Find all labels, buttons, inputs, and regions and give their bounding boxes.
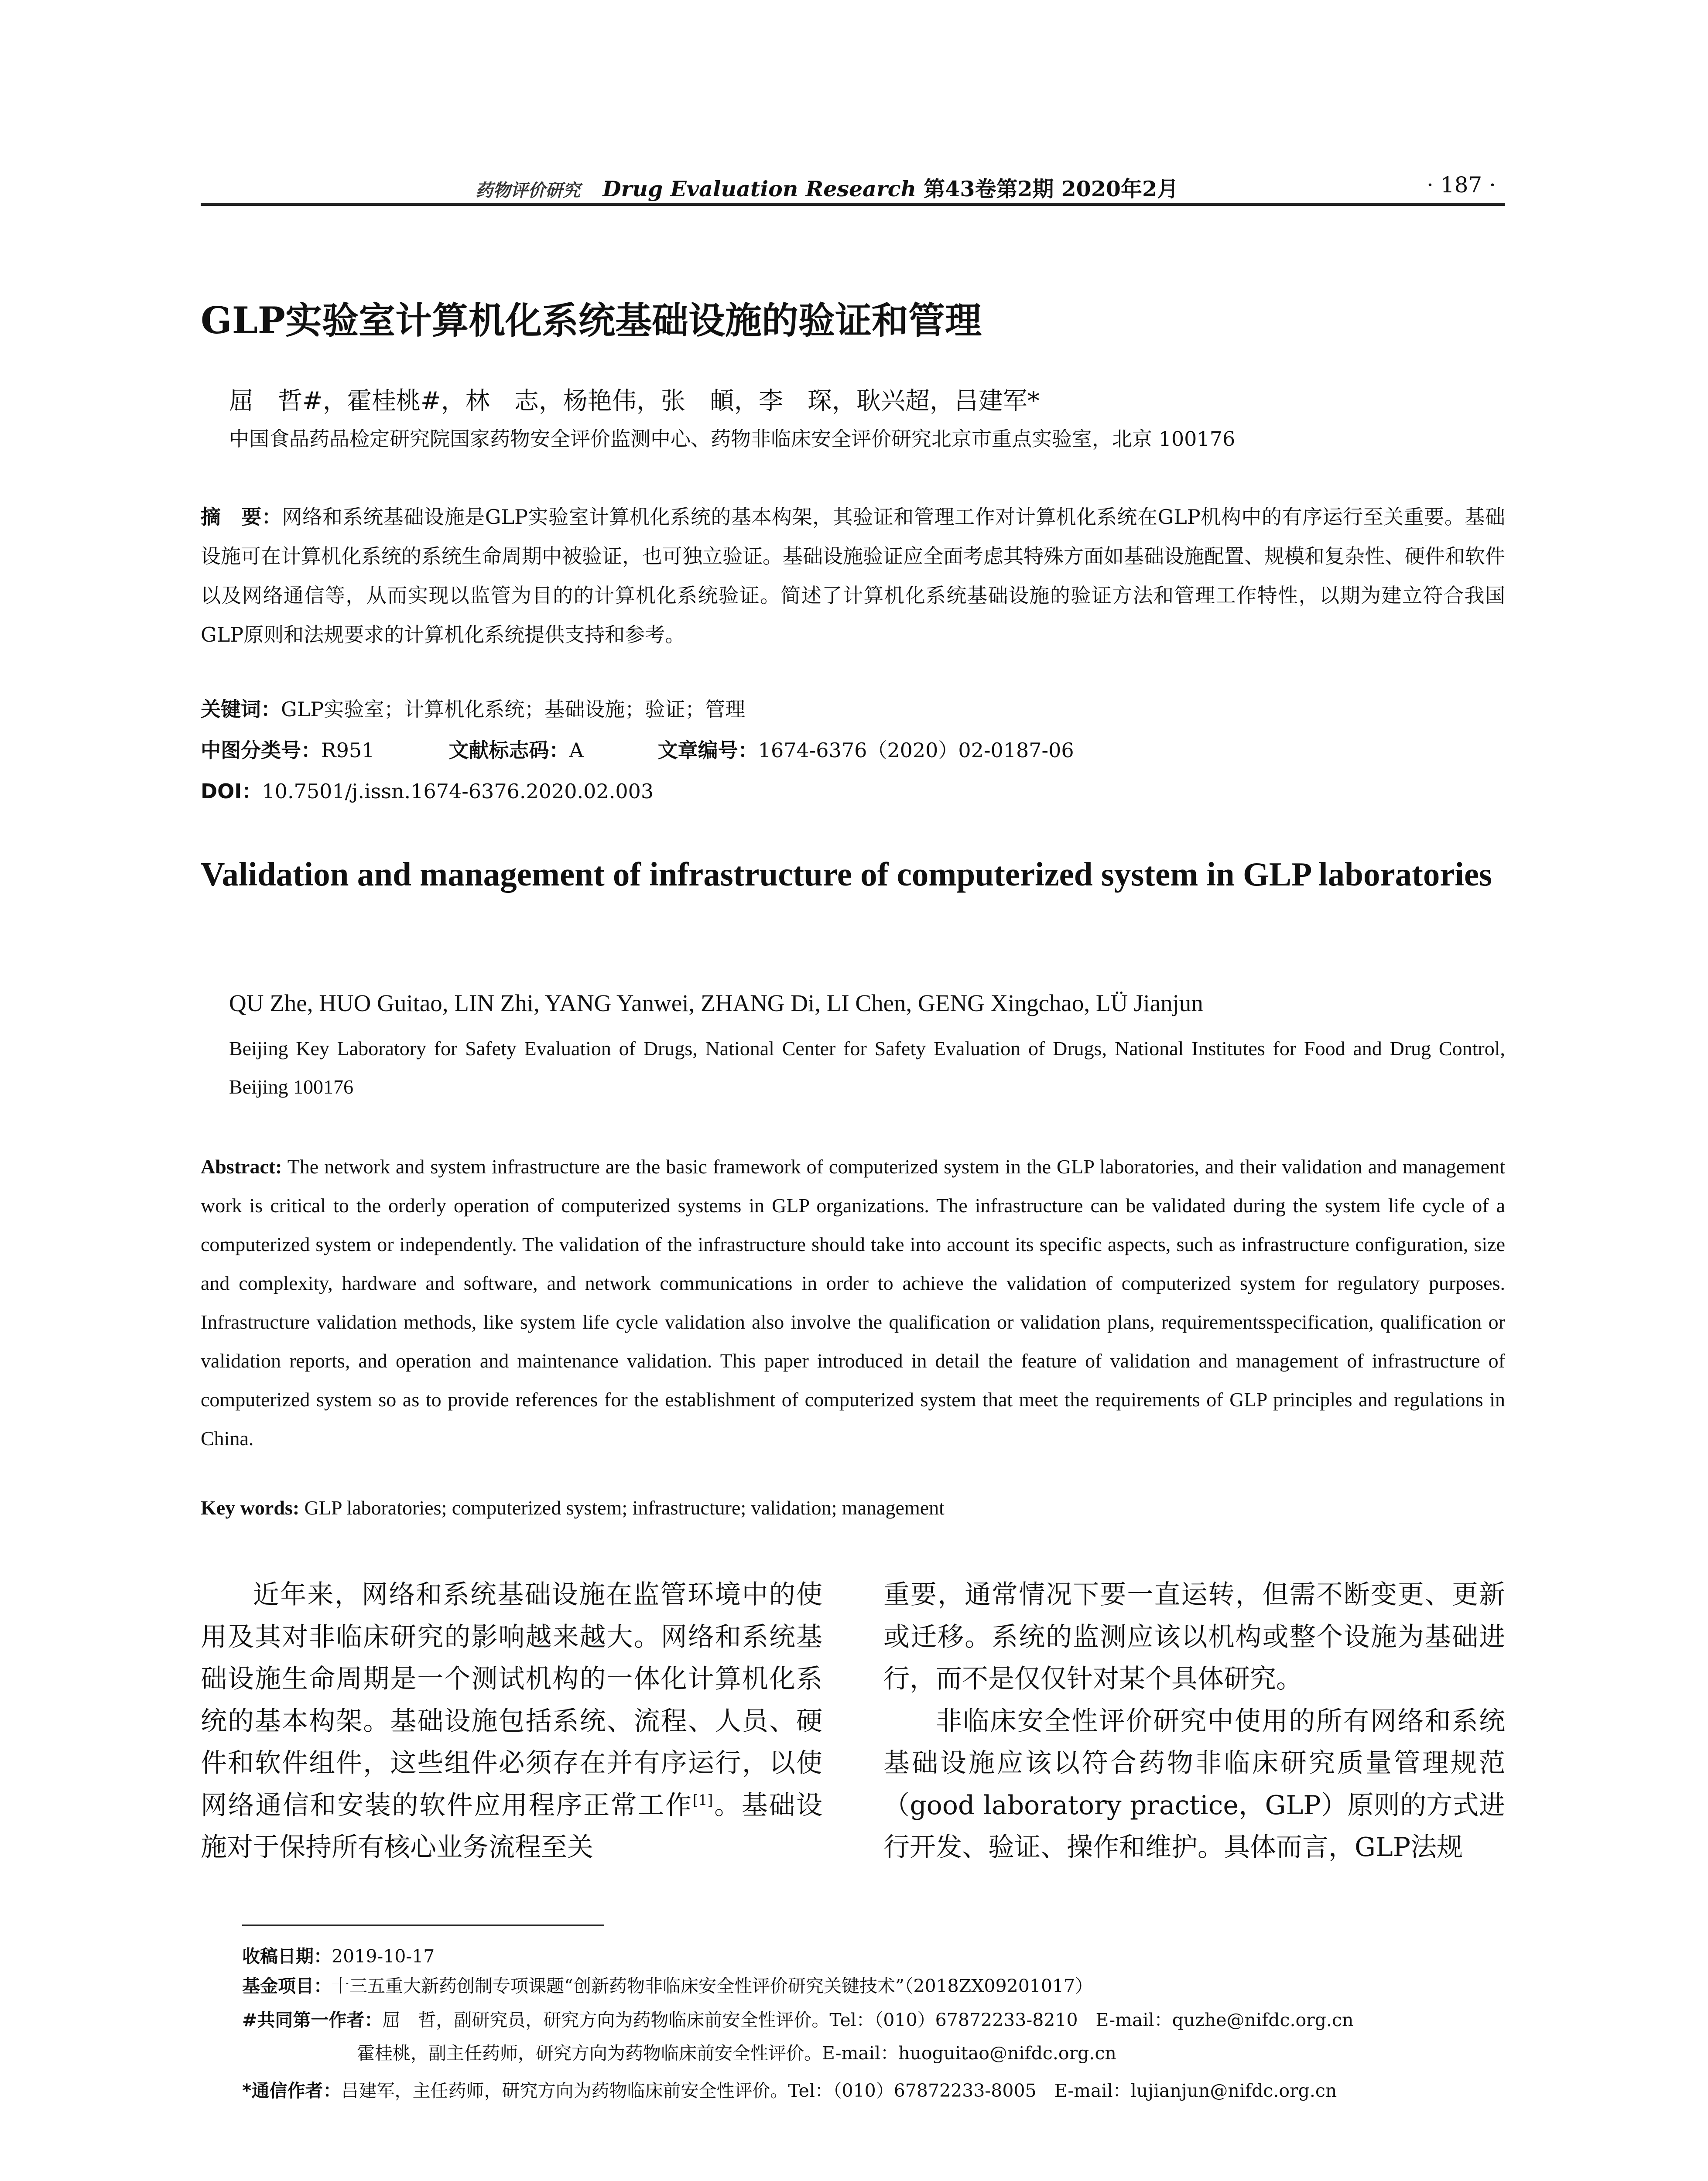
doc-code-label: 文献标志码： [448, 738, 569, 762]
body-text: 。基础设施对于保持所有核心业务流程至关 [201, 1790, 823, 1863]
footnote-first-authors-cont: 霍桂桃，副主任药师，研究方向为药物临床前安全性评价。E-mail：huoguitao@nifdc.org.cn [357, 2043, 1116, 2064]
footnote-received [242, 1942, 435, 1968]
body-paragraph: 重要，通常情况下要一直运转，但需不断变更、更新或迁移。系统的监测应该以机构或整个设施为基础进行，而不是仅仅针对某个具体研究。 [883, 1579, 1505, 1694]
footnote-value: 十三五重大新药创制专项课题“创新药物非临床安全性评价研究关键技术”（2018ZX09201017） [332, 1976, 1093, 1996]
clc-label: 中图分类号： [201, 738, 321, 762]
footnote-first-authors [242, 2006, 1353, 2031]
keywords-en [201, 1496, 945, 1519]
keywords-cn [201, 694, 745, 722]
footnote-fund [242, 1972, 1093, 1997]
footnote-label: #共同第一作者： [242, 2010, 383, 2031]
body-paragraph [201, 1574, 822, 1869]
footnote-label: *通信作者： [242, 2080, 341, 2101]
citation-ref[interactable]: [1] [692, 1791, 713, 1808]
journal-name-en: Drug Evaluation Research [602, 176, 917, 202]
abstract-en [201, 1147, 1505, 1458]
doc-code-value: A [569, 738, 584, 762]
body-paragraph: 非临床安全性评价研究中使用的所有网络和系统基础设施应该以符合药物非临床研究质量管理规范（good laboratory practice，GLP）原则的方式进行开发、验证、操作和维护。具体而言，GLP法规 [883, 1706, 1505, 1863]
doi-value: 10.7501/j.issn.1674-6376.2020.02.003 [262, 779, 654, 803]
title-en: Validation and management of infrastructure of computerized system in GLP laboratories [201, 855, 1492, 893]
doi-label: DOI： [201, 779, 262, 803]
clc-value: R951 [321, 738, 375, 762]
body-text: 近年来，网络和系统基础设施在监管环境中的使用及其对非临床研究的影响越来越大。网络和系统基础设施生命周期是一个测试机构的一体化计算机化系统的基本构架。基础设施包括系统、流程、人员、硬件和软件组件，这些组件必须存在并有序运行，以使网络通信和安装的软件应用程序正常工作 [201, 1579, 822, 1821]
abstract-cn-text: 网络和系统基础设施是GLP实验室计算机化系统的基本构架，其验证和管理工作对计算机化系统在GLP机构中的有序运行至关重要。基础设施可在计算机化系统的系统生命周期中被验证，也可独立验证。基础设施验证应全面考虑其特殊方面如基础设施配置、规模和复杂性、硬件和软件以及网络通信等，从而实现以监管为目的的计算机化系统验证。简述了计算机化系统基础设施的验证方法和管理工作特性，以期为建立符合我国GLP原则和法规要求的计算机化系统提供支持和参考。 [201, 505, 1505, 646]
affiliation-en: Beijing Key Laboratory for Safety Evaluation of Drugs, National Center for Safety Evaluation of Drugs, National Institutes for Food and Drug Control, Beijing 100176 [229, 1037, 1505, 1098]
running-header [476, 172, 1348, 203]
abstract-en-text: The network and system infrastructure are the basic framework of computerized system in the GLP laboratories, and their validation and management work is critical to the orderly operation of computerized systems in GLP organizations. The infrastructure can be validated during the system life cycle of a computerized system or independently. The validation of the infrastructure should take into account its specific aspects, such as infrastructure configuration, size and complexity, hardware and software, and network communications in order to achieve the validation of computerized system for regulatory purposes. Infrastructure validation methods, like system life cycle validation also involve the qualification or validation plans, requirementsspecification, qualification or validation reports, and operation and maintenance validation. This paper introduced in detail the feature of validation and management of infrastructure of computerized system so as to provide references for the establishment of computerized system that meet the requirements of GLP principles and regulations in China. [201, 1155, 1505, 1449]
page-number: · 187 · [1427, 172, 1496, 198]
footnote-label: 基金项目： [242, 1976, 332, 1996]
keywords-cn-text: GLP实验室；计算机化系统；基础设施；验证；管理 [281, 697, 746, 721]
keywords-cn-label: 关键词： [201, 697, 281, 721]
footnote-value: 2019-10-17 [332, 1946, 435, 1967]
footnote-rule [242, 1925, 604, 1926]
keywords-en-label: Key words: [201, 1497, 300, 1519]
footnote-label: 收稿日期： [242, 1946, 332, 1967]
footnote-value: 屈 哲，副研究员，研究方向为药物临床前安全性评价。Tel：（010）67872233-8210 E-mail：quzhe@nifdc.org.cn [382, 2010, 1354, 2031]
footnote-value: 吕建军，主任药师，研究方向为药物临床前安全性评价。Tel：（010）67872233-8005 E-mail：lujianjun@nifdc.org.cn [341, 2080, 1337, 2101]
doi-line [201, 776, 654, 804]
classification-line [201, 735, 1074, 763]
journal-issue: 第43卷第2期 2020年2月 [924, 176, 1179, 202]
body-column-left [201, 1574, 822, 1869]
article-number-value: 1674-6376（2020）02-0187-06 [758, 738, 1074, 762]
abstract-cn-label: 摘 要： [201, 505, 282, 529]
title-cn: GLP实验室计算机化系统基础设施的验证和管理 [201, 299, 982, 342]
authors-cn: 屈 哲#，霍桂桃#，林 志，杨艳伟，张 頔，李 琛，耿兴超，吕建军* [229, 387, 1040, 415]
authors-en: QU Zhe, HUO Guitao, LIN Zhi, YANG Yanwei, ZHANG Di, LI Chen, GENG Xingchao, LÜ Jianjun [229, 990, 1203, 1016]
keywords-en-text: GLP laboratories; computerized system; infrastructure; validation; management [304, 1497, 945, 1519]
header-rule [201, 203, 1505, 206]
body-column-right [883, 1574, 1505, 1869]
article-number-label: 文章编号： [657, 738, 758, 762]
abstract-cn [201, 497, 1505, 654]
affiliation-cn: 中国食品药品检定研究院国家药物安全评价监测中心、药物非临床安全评价研究北京市重点实验室，北京 100176 [229, 427, 1236, 451]
journal-logo: 药物评价研究 [476, 180, 580, 201]
abstract-en-label: Abstract: [201, 1155, 282, 1178]
footnote-corresponding [242, 2076, 1337, 2102]
